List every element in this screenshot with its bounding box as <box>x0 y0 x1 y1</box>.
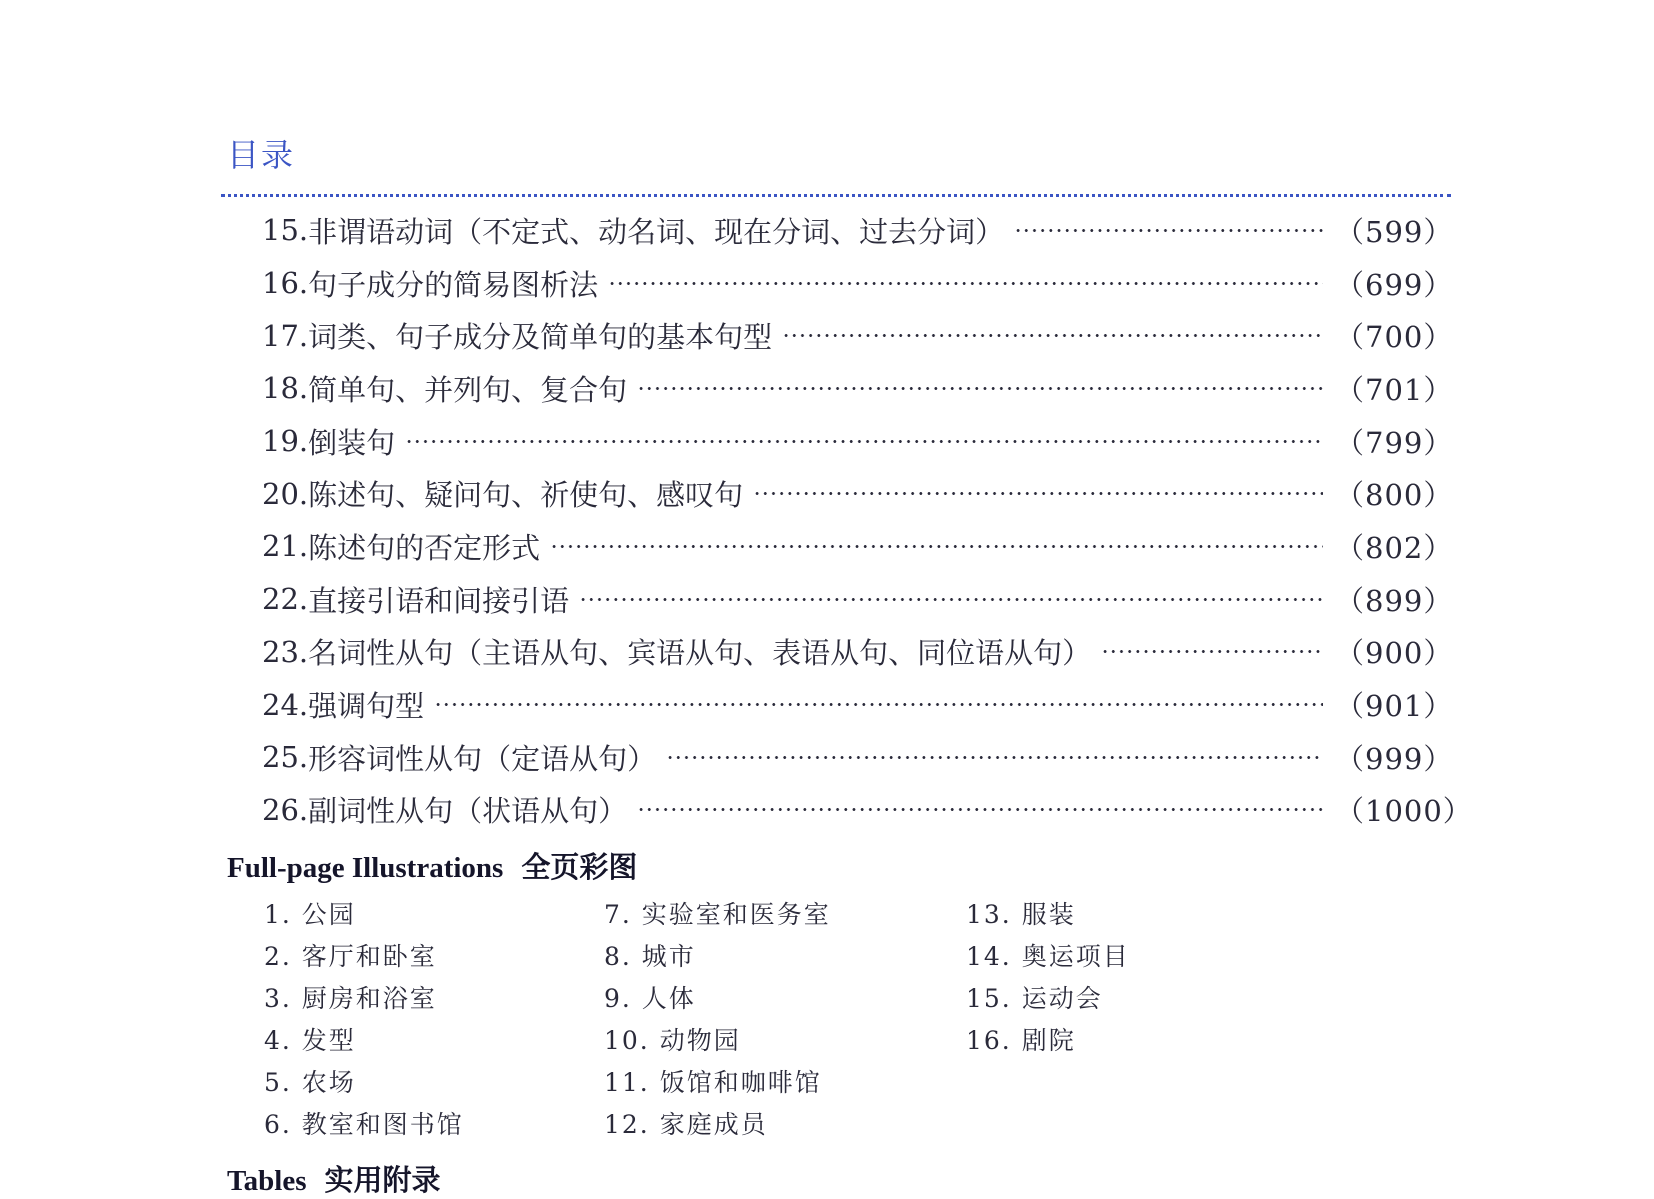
toc-dot-leader <box>1014 229 1323 232</box>
toc-dot-leader <box>608 282 1323 285</box>
toc-entry-page: （899） <box>1335 583 1454 618</box>
toc-entry-title: 陈述句的否定形式 <box>308 530 541 565</box>
toc-dot-leader <box>405 440 1323 443</box>
toc-entry[interactable] <box>262 573 1454 626</box>
toc-dot-leader <box>637 387 1323 390</box>
toc-entry-page: （700） <box>1335 320 1454 355</box>
illustration-item[interactable]: 7. 实验室和医务室 <box>604 900 831 929</box>
toc-entry[interactable] <box>262 626 1454 679</box>
illustration-item[interactable]: 4. 发型 <box>264 1026 356 1055</box>
toc-entry-title: 名词性从句（主语从句、宾语从句、表语从句、同位语从句） <box>308 636 1092 671</box>
illustrations-heading <box>227 845 637 886</box>
toc-entry-number: 22. <box>262 582 309 617</box>
illustration-item[interactable]: 12. 家庭成员 <box>604 1110 768 1139</box>
illustration-item[interactable]: 8. 城市 <box>604 942 696 971</box>
toc-entry-page: （1000） <box>1335 794 1473 829</box>
toc-dot-leader <box>434 703 1323 706</box>
header-dotted-rule <box>221 194 1451 197</box>
toc-dot-leader <box>753 492 1323 495</box>
toc-dot-leader <box>782 334 1323 337</box>
toc-entry[interactable] <box>262 309 1454 362</box>
toc-entry-number: 23. <box>262 634 309 669</box>
toc-entry-page: （800） <box>1335 478 1454 513</box>
toc-entry-title: 倒装句 <box>308 425 396 460</box>
toc-dot-leader <box>1101 650 1323 653</box>
toc-entry-page: （802） <box>1335 530 1454 565</box>
toc-entry-number: 24. <box>262 687 309 722</box>
illustrations-heading-zh: 全页彩图 <box>521 850 638 884</box>
toc-entry[interactable] <box>262 731 1454 784</box>
toc-entry-number: 15. <box>262 213 309 248</box>
illustrations-column <box>604 894 831 1146</box>
illustration-item[interactable]: 6. 教室和图书馆 <box>264 1110 464 1139</box>
toc-dot-leader <box>637 808 1323 811</box>
toc-entry-title: 陈述句、疑问句、祈使句、感叹句 <box>308 478 744 513</box>
illustration-item[interactable]: 2. 客厅和卧室 <box>264 942 437 971</box>
toc-entry[interactable] <box>262 362 1454 415</box>
illustrations-heading-en: Full-page Illustrations <box>227 852 504 884</box>
toc-entry[interactable] <box>262 784 1473 837</box>
toc-entry-page: （701） <box>1335 372 1454 407</box>
toc-entry-page: （599） <box>1335 214 1454 249</box>
toc-entry-page: （799） <box>1335 425 1454 460</box>
toc-entry-title: 强调句型 <box>308 689 425 724</box>
toc-entry-number: 21. <box>262 529 309 564</box>
toc-entry-title: 形容词性从句（定语从句） <box>308 741 657 776</box>
toc-entry-page: （999） <box>1335 741 1454 776</box>
toc-entry-title: 句子成分的简易图析法 <box>308 267 599 302</box>
toc-dot-leader <box>666 756 1323 759</box>
illustration-item[interactable]: 1. 公园 <box>264 900 356 929</box>
illustration-item[interactable]: 10. 动物园 <box>604 1026 741 1055</box>
toc-entry-number: 26. <box>262 792 309 827</box>
page-header-title: 目录 <box>227 136 296 174</box>
toc-entry[interactable] <box>262 678 1454 731</box>
toc-entry-number: 16. <box>262 266 309 301</box>
toc-entry-number: 25. <box>262 740 309 775</box>
toc-entry[interactable] <box>262 520 1454 573</box>
toc-list <box>262 204 1473 836</box>
illustration-item[interactable]: 14. 奥运项目 <box>966 942 1130 971</box>
illustrations-column <box>264 894 464 1146</box>
illustration-item[interactable]: 16. 剧院 <box>966 1026 1076 1055</box>
toc-entry-number: 17. <box>262 318 309 353</box>
toc-entry-title: 直接引语和间接引语 <box>308 583 570 618</box>
illustration-item[interactable]: 5. 农场 <box>264 1068 356 1097</box>
toc-entry-number: 18. <box>262 371 309 406</box>
toc-entry-page: （901） <box>1335 689 1454 724</box>
tables-heading-en: Tables <box>227 1165 307 1197</box>
toc-entry-title: 简单句、并列句、复合句 <box>308 372 628 407</box>
toc-entry-title: 副词性从句（状语从句） <box>308 794 628 829</box>
illustration-item[interactable]: 13. 服装 <box>966 900 1076 929</box>
toc-dot-leader <box>579 598 1323 601</box>
toc-entry[interactable] <box>262 204 1454 257</box>
illustration-item[interactable]: 15. 运动会 <box>966 984 1103 1013</box>
toc-entry-title: 非谓语动词（不定式、动名词、现在分词、过去分词） <box>308 214 1005 249</box>
toc-entry[interactable] <box>262 467 1454 520</box>
toc-entry-page: （900） <box>1335 636 1454 671</box>
illustrations-column <box>966 894 1130 1062</box>
toc-entry-number: 20. <box>262 476 309 511</box>
illustration-item[interactable]: 3. 厨房和浴室 <box>264 984 437 1013</box>
tables-heading-zh: 实用附录 <box>324 1163 441 1197</box>
toc-entry-title: 词类、句子成分及简单句的基本句型 <box>308 320 773 355</box>
tables-heading <box>227 1158 441 1199</box>
illustration-item[interactable]: 11. 饭馆和咖啡馆 <box>604 1068 822 1097</box>
toc-entry[interactable] <box>262 257 1454 310</box>
toc-entry-number: 19. <box>262 424 309 459</box>
toc-dot-leader <box>550 545 1323 548</box>
illustration-item[interactable]: 9. 人体 <box>604 984 696 1013</box>
toc-entry-page: （699） <box>1335 267 1454 302</box>
toc-entry[interactable] <box>262 415 1454 468</box>
